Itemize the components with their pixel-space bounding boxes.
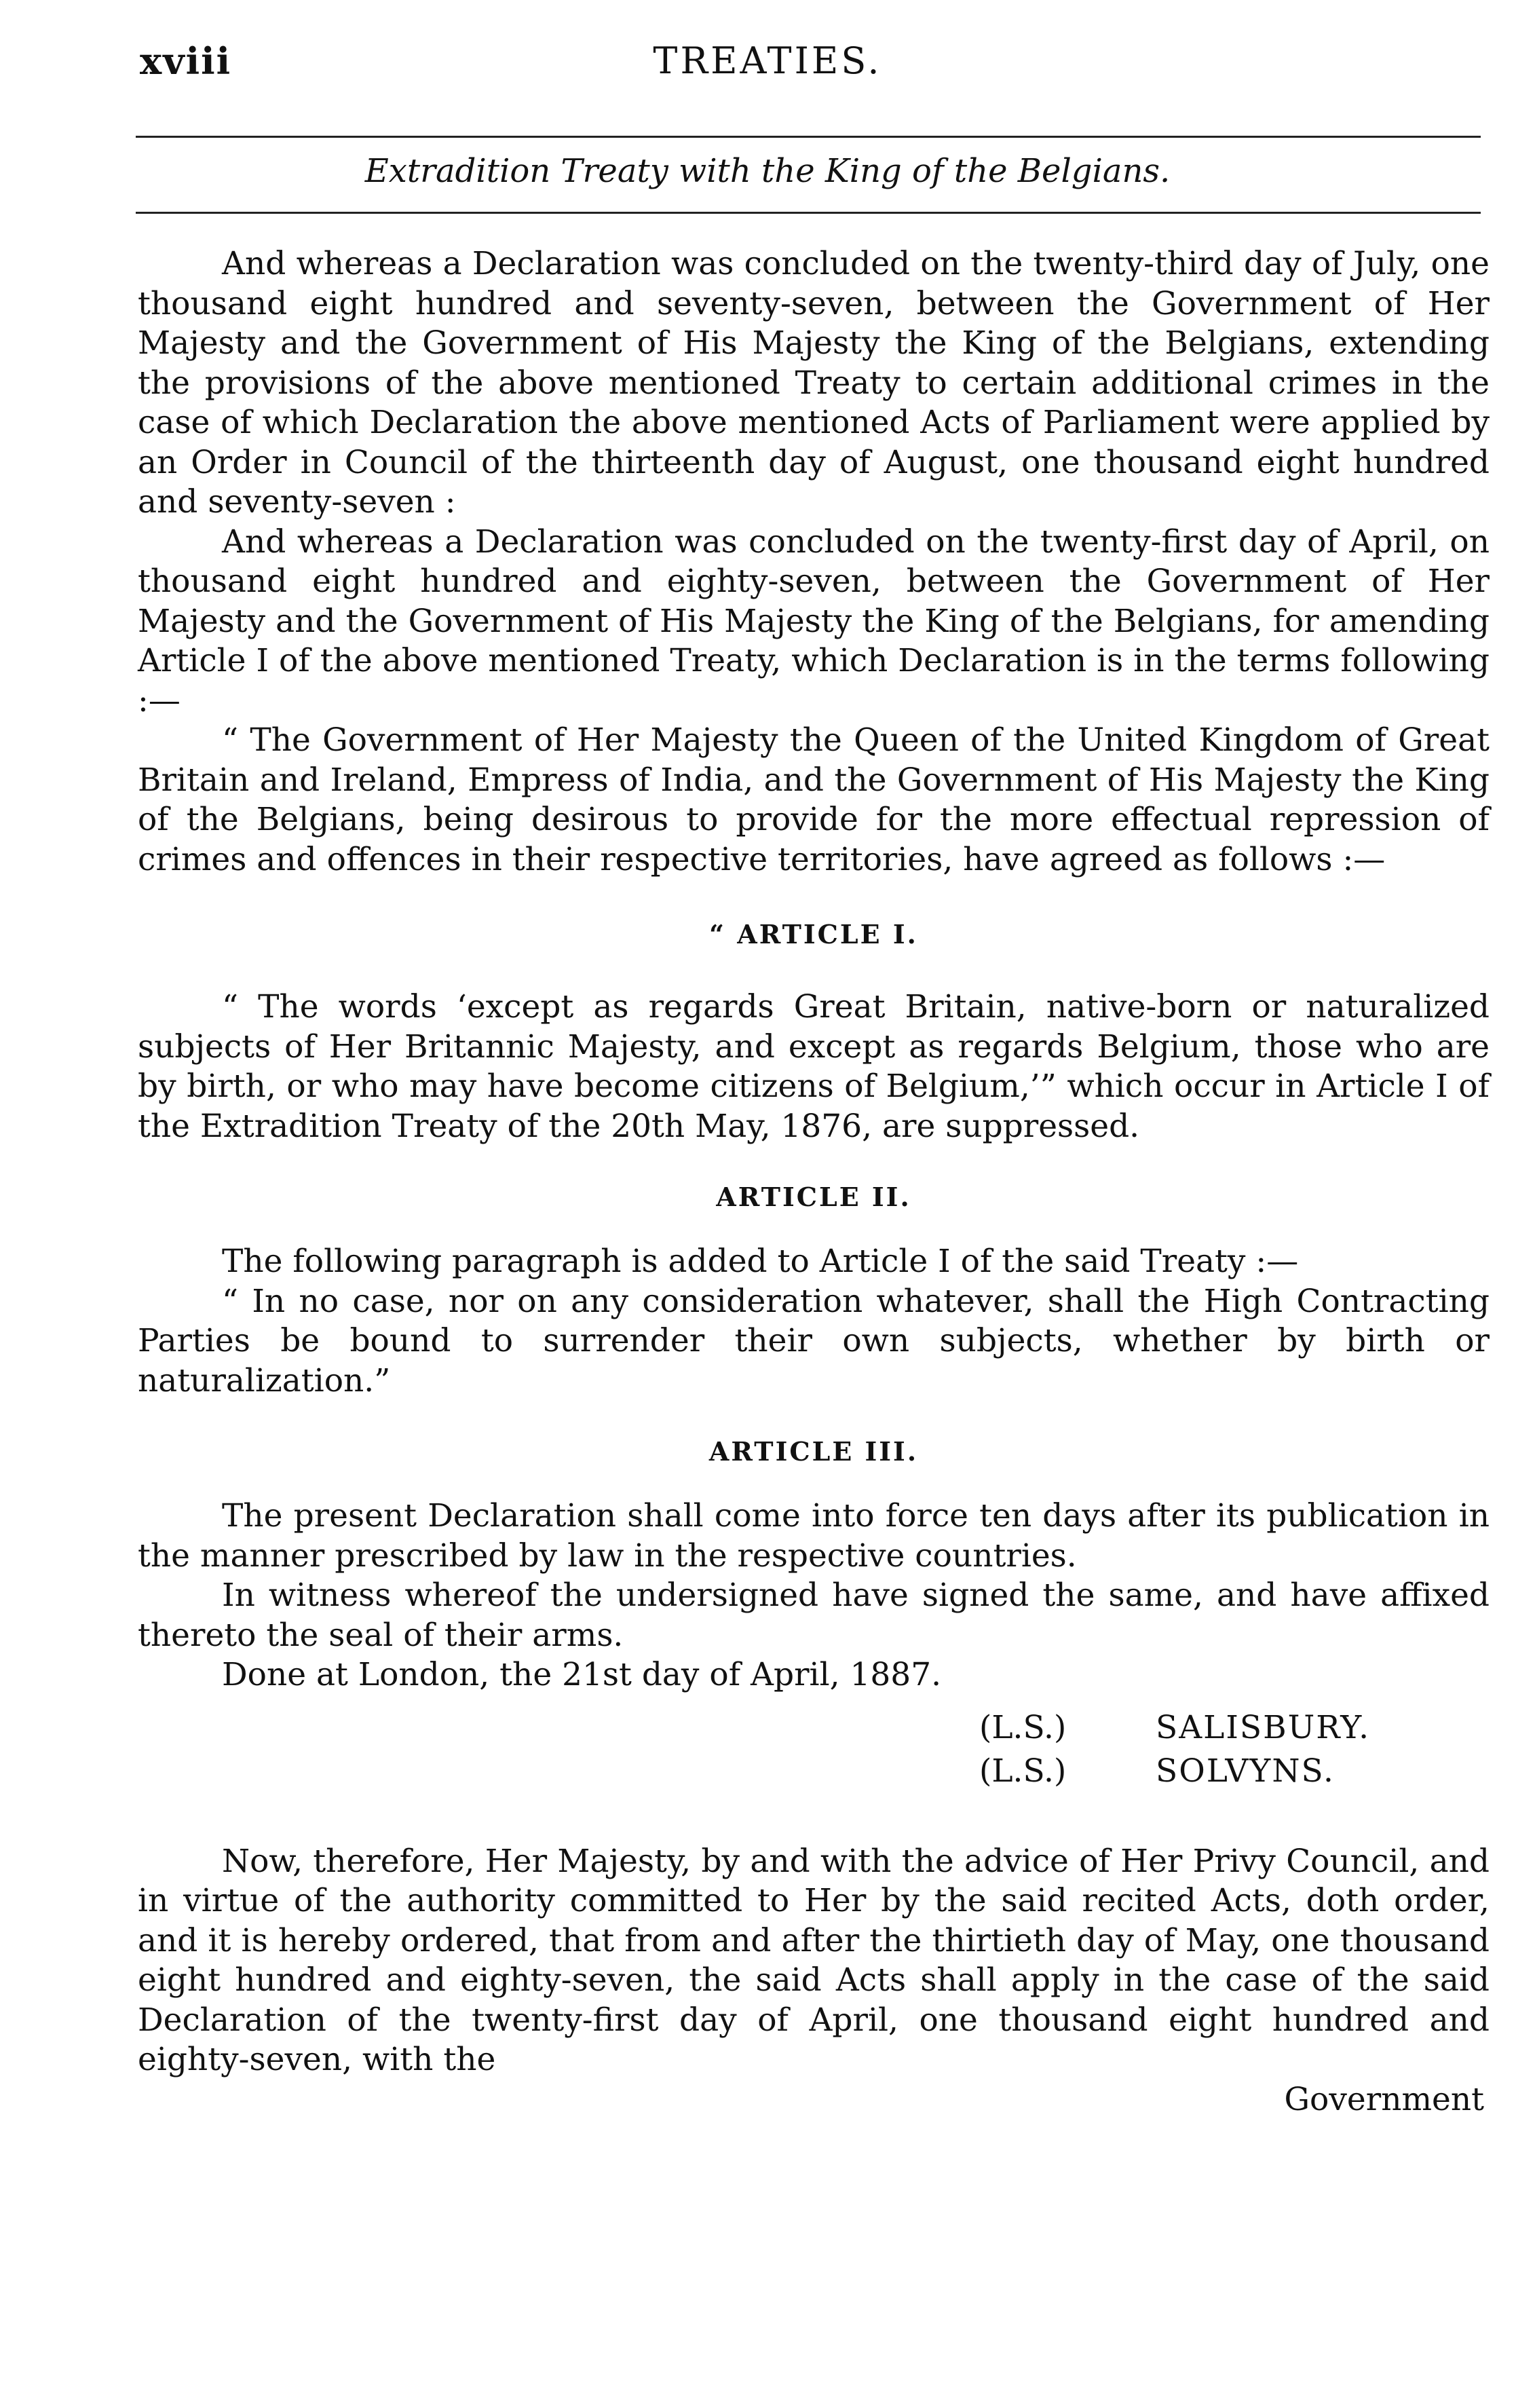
- running-title: TREATIES.: [653, 39, 882, 82]
- article-1-text: “ The words ‘except as regards Great Britain, native-born or naturalized subjects of Her Britannic Majesty, and except as regards Belgium, those who are by birth, or who may have become citizens of Belgium,’” which occur in Article I of the Extradition Treaty of the 20th May, 1876, are suppressed.: [138, 988, 1490, 1145]
- signatory-name: SOLVYNS.: [1156, 1752, 1335, 1790]
- paragraph-declaration-preamble: “ The Government of Her Majesty the Queen of the United Kingdom of Great Britain and Ireland, Empress of India, and the Government of His Majesty the King of the Belgians, being desirous to provide for the more effectual repression of crimes and offences in their respective territories, have agreed as follows :—: [138, 721, 1490, 878]
- header-rule-top: [136, 136, 1481, 138]
- header-rule-bottom: [136, 212, 1481, 214]
- seal-mark: (L.S.): [979, 1708, 1067, 1746]
- article-3-text: The present Declaration shall come into force ten days after its publication in the manner prescribed by law in the respective countries.: [138, 1497, 1490, 1575]
- done-at-london: Done at London, the 21st day of April, 1887.: [222, 1656, 942, 1693]
- witness-clause: In witness whereof the undersigned have signed the same, and have affixed thereto the seal of their arms.: [138, 1577, 1490, 1654]
- spacer: [138, 1793, 1490, 1842]
- order-paragraph: Now, therefore, Her Majesty, by and with the advice of Her Privy Council, and in virtue of the authority committed to Her by the said recited Acts, doth order, and it is hereby ordered, that from and after the thirtieth day of May, one thousand eight hundred and eighty-seven, the said Acts shall apply in the case of the said Declaration of the twenty-first day of April, one thousand eight hundred and eighty-seven, with the: [138, 1842, 1490, 2078]
- catchword: Government: [1284, 2080, 1484, 2118]
- signature-block: [138, 1706, 1490, 1793]
- section-subtitle: Extradition Treaty with the King of the Belgians.: [364, 152, 1171, 190]
- article-1-heading: “ ARTICLE I.: [709, 919, 918, 949]
- running-header: [0, 39, 1535, 87]
- article-2-intro: The following paragraph is added to Article I of the said Treaty :—: [222, 1243, 1299, 1280]
- paragraph-declaration-1887: And whereas a Declaration was concluded on the twenty-first day of April, on thousand eight hundred and eighty-seven, between the Government of Her Majesty and the Government of His Majesty the King of the Belgians, for amending Article I of the above mentioned Treaty, which Declaration is in the terms following :—: [138, 523, 1490, 719]
- paragraph-declaration-1877: And whereas a Declaration was concluded on the twenty-third day of July, one thousand eight hundred and seventy-seven, between the Government of Her Majesty and the Government of His Majesty the King of the Belgians, extending the provisions of the above mentioned Treaty to certain additional crimes in the case of which Declaration the above mentioned Acts of Parliament were applied by an Order in Council of the thirteenth day of August, one thousand eight hundred and seventy-seven :: [138, 245, 1490, 521]
- signature-row: [138, 1750, 1490, 1793]
- article-2-quote: “ In no case, nor on any consideration whatever, shall the High Contracting Parties be bound to surrender their own subjects, whether by birth or naturalization.”: [138, 1282, 1490, 1399]
- signature-row: [138, 1706, 1490, 1750]
- signatory-name: SALISBURY.: [1156, 1708, 1371, 1746]
- article-2-heading: ARTICLE II.: [716, 1182, 911, 1212]
- seal-mark: (L.S.): [979, 1752, 1067, 1790]
- body-text: [138, 244, 1490, 2120]
- page-number: xviii: [140, 39, 232, 83]
- article-3-heading: ARTICLE III.: [708, 1436, 919, 1467]
